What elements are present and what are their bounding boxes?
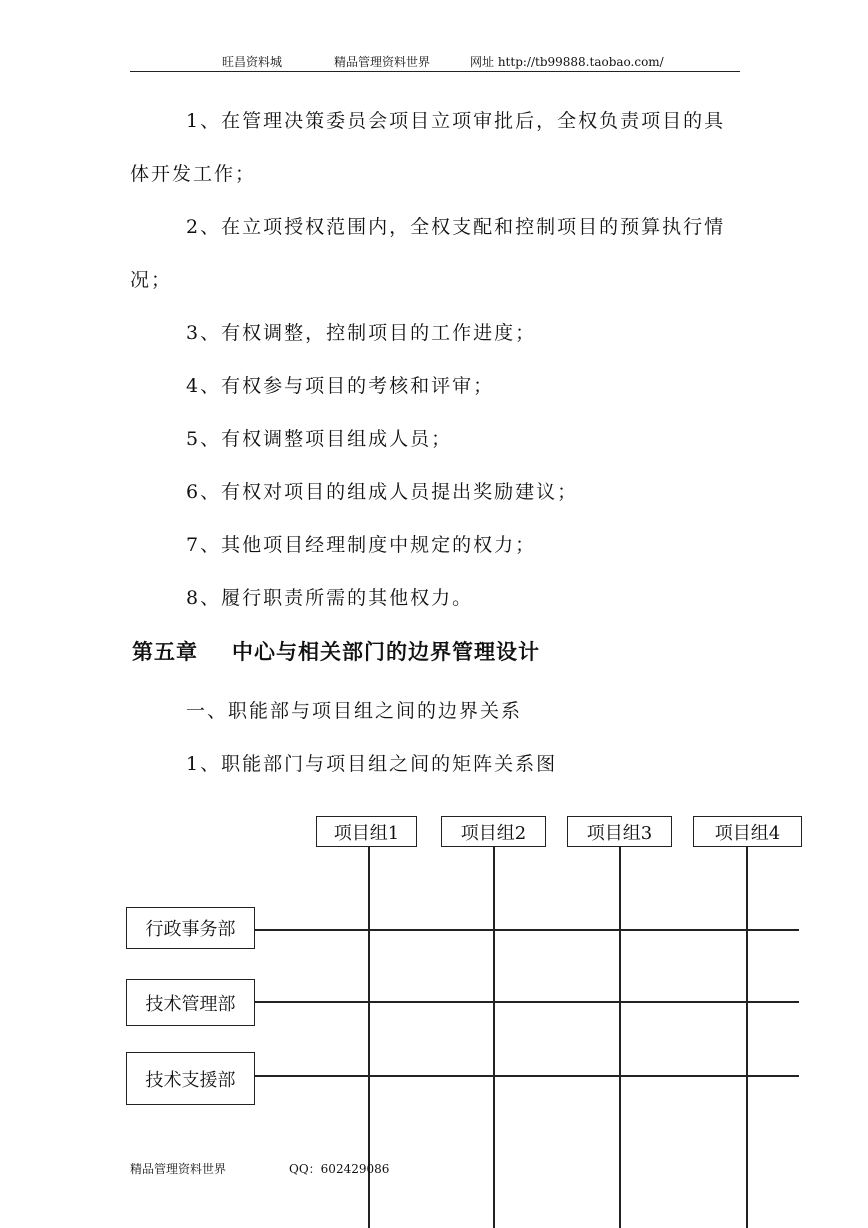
paragraph-4: 4、有权参与项目的考核和评审； [186,375,495,397]
department-box: 技术管理部 [126,979,255,1026]
group-2-line [493,846,495,1228]
paragraph-1-cont: 体开发工作； [130,163,257,185]
header-rule [130,71,740,72]
chapter-number: 第五章 [132,640,198,664]
project-group-box: 项目组3 [567,816,672,847]
dept-2-line [254,1001,799,1003]
header-slogan: 精品管理资料世界 [334,55,431,69]
paragraph-3: 3、有权调整，控制项目的工作进度； [186,322,537,344]
header-url: 网址 http://tb99888.taobao.com/ [470,55,664,69]
paragraph-8: 8、履行职责所需的其他权力。 [186,587,474,609]
header-brand: 旺昌资料城 [222,55,283,69]
project-group-box: 项目组4 [693,816,802,847]
project-group-box: 项目组2 [441,816,546,847]
section-heading: 一、职能部与项目组之间的边界关系 [186,700,523,722]
paragraph-1: 1、在管理决策委员会项目立项审批后，全权负责项目的具 [186,110,726,132]
paragraph-2-cont: 况； [130,269,173,291]
page-header [0,53,868,71]
subsection-heading: 1、职能部门与项目组之间的矩阵关系图 [186,753,558,775]
paragraph-2: 2、在立项授权范围内，全权支配和控制项目的预算执行情 [186,216,726,238]
dept-1-line [254,929,799,931]
paragraph-7: 7、其他项目经理制度中规定的权力； [186,534,537,556]
footer-label: 精品管理资料世界 [130,1162,227,1176]
group-3-line [619,846,621,1228]
paragraph-6: 6、有权对项目的组成人员提出奖励建议； [186,481,579,503]
footer-qq: QQ：602429086 [289,1162,390,1176]
department-box: 行政事务部 [126,907,255,949]
dept-3-line [254,1075,799,1077]
paragraph-5: 5、有权调整项目组成人员； [186,428,453,450]
chapter-title: 中心与相关部门的边界管理设计 [232,640,540,664]
department-box: 技术支援部 [126,1052,255,1105]
project-group-box: 项目组1 [316,816,417,847]
chapter-heading [132,636,540,666]
group-4-line [746,846,748,1228]
